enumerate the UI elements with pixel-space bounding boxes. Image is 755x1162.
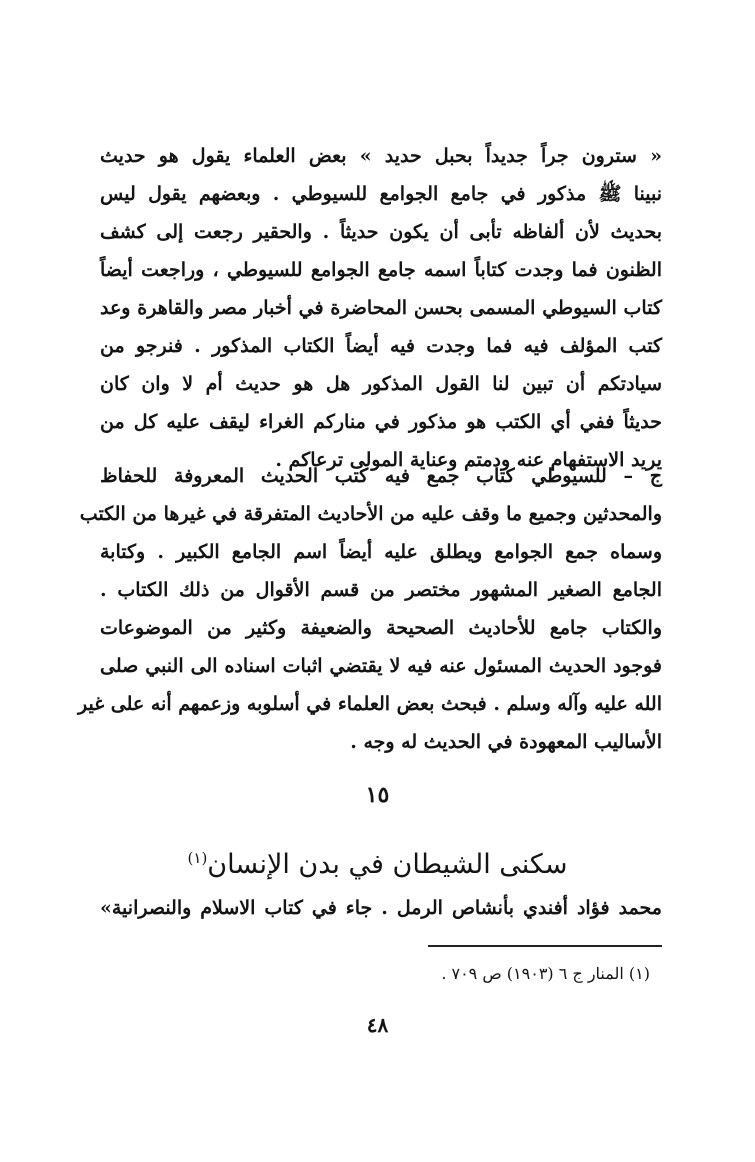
text-line: الجامع الصغير المشهور مختصر من قسم الأقوال من ذلك الكتاب . bbox=[100, 579, 662, 601]
text-line: نبينا ﷺ مذكور في جامع الجوامع للسيوطي . وبعضهم يقول ليس bbox=[100, 183, 662, 205]
text-line: والكتاب جامع للأحاديث الصحيحة والضعيفة وكثير من الموضوعات bbox=[100, 617, 662, 639]
section-title-text: سكنى الشيطان في بدن الإنسان bbox=[207, 849, 568, 880]
footnote-marker: (١) bbox=[187, 849, 208, 867]
text-line: يريد الاستفهام عنه ودمتم وعناية المولى ترعاكم . bbox=[275, 449, 662, 471]
text-line: كتاب السيوطي المسمى بحسن المحاضرة في أخبار مصر والقاهرة وعد bbox=[100, 297, 662, 319]
text-line: بحديث لأن ألفاظه تأبى أن يكون حديثاً . والحقير رجعت إلى كشف bbox=[100, 221, 662, 243]
section-intro-line: محمد فؤاد أفندي بأنشاص الرمل . جاء في كتاب الاسلام والنصرانية» bbox=[100, 897, 662, 919]
section-title bbox=[0, 836, 755, 887]
answer-paragraph bbox=[78, 457, 662, 761]
question-paragraph bbox=[100, 137, 662, 479]
footnote-divider bbox=[428, 945, 662, 947]
text-line: فوجود الحديث المسئول عنه فيه لا يقتضي اثبات اسناده الى النبي صلى bbox=[100, 655, 662, 677]
text-line: « سترون جراً جديداً بحبل حديد » بعض العلماء يقول هو حديث bbox=[100, 145, 662, 167]
text-line: والمحدثين وجميع ما وقف عليه من الأحاديث المتفرقة في غيرها من الكتب bbox=[79, 503, 662, 525]
text-line: ج – للسيوطي كتاب جمع فيه كتب الحديث المعروفة للحفاظ bbox=[100, 465, 662, 487]
section-number: ١٥ bbox=[365, 782, 390, 808]
text-line: وسماه جمع الجوامع ويطلق عليه أيضاً اسم الجامع الكبير . وكتابة bbox=[100, 541, 662, 563]
text-line: الأساليب المعهودة في الحديث له وجه . bbox=[350, 731, 662, 753]
footnote: (١) المنار ج ٦ (١٩٠٣) ص ٧٠٩ . bbox=[441, 964, 650, 983]
text-line: الظنون فما وجدت كتاباً اسمه جامع الجوامع للسيوطي ، وراجعت أيضاً bbox=[100, 259, 662, 281]
text-line: الله عليه وآله وسلم . فبحث بعض العلماء في أسلوبه وزعمهم أنه على غير bbox=[78, 693, 662, 715]
text-line: حديثاً ففي أي الكتب هو مذكور في مناركم الغراء ليقف عليه كل من bbox=[100, 411, 662, 433]
page-number: ٤٨ bbox=[366, 1013, 389, 1037]
text-line: سيادتكم أن تبين لنا القول المذكور هل هو حديث أم لا وان كان bbox=[100, 373, 662, 395]
text-line: كتب المؤلف فيه فما وجدت فيه أيضاً الكتاب المذكور . فنرجو من bbox=[100, 335, 662, 357]
